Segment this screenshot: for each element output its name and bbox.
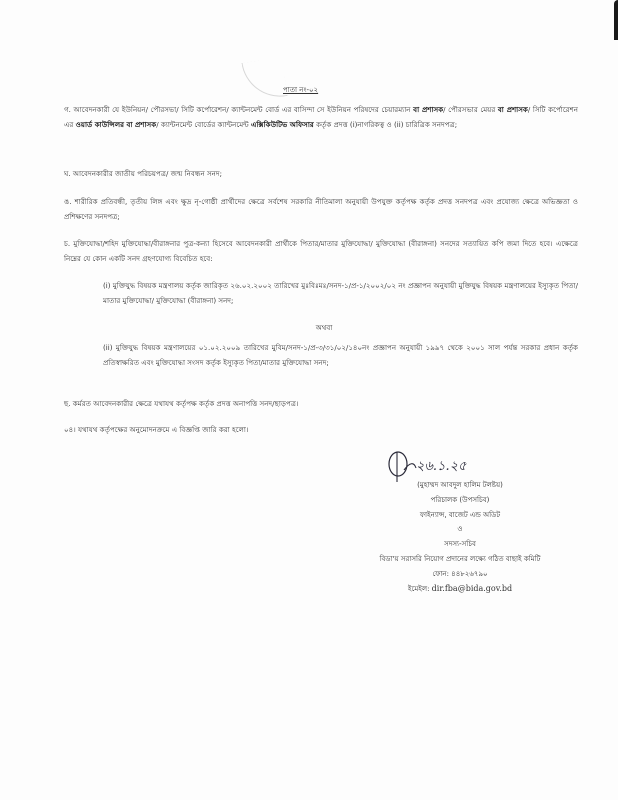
item-ga-bold: এক্সিকিউটিভ অফিসার — [251, 120, 314, 130]
sub-item-ii: (ii) মুক্তিযুদ্ধ বিষয়ক মন্ত্রণালয়ের ০১.০২.২০০৯ তারিখের মুবিম/সনদ-১/প্র-৩/৩১/০২/১৪০নং প্রজ্ঞাপন অনুযায়ী ১৯৯৭ থেকে ২০০১ সাল পর্যন্ত সরকার প্রধান কর্তৃক প্রতিস্বাক্ষরিত এবং মুক্তিযোদ্ধা সংসদ কর্তৃক ইস্যুকৃত পিতা/মাতার মুক্তিযোদ্ধা সনদ; — [103, 343, 578, 368]
signatory-name: (মুহাম্মদ আবদুল হালিম টলষ্টয়) — [417, 481, 503, 489]
item-ga-text: / পৌরসভার মেয়র — [443, 105, 498, 114]
committee-name: বিডা'য় সরাসরি নিয়োগ প্রদানের লক্ষ্যে গঠিত বাছাই কমিটি — [379, 554, 541, 563]
email-line — [360, 582, 560, 597]
page-number: পাতা নং-০২ — [283, 86, 319, 94]
svg-text:২৬.১.২৫: ২৬.১.২৫ — [416, 459, 467, 474]
signatory-role: সদস্য-সচিব — [444, 540, 476, 549]
item-ga-bold: বা প্রশাসক — [497, 105, 528, 114]
item-cha-paragraph: চ. মুক্তিযোদ্ধা/শহিদ মুক্তিযোদ্ধা/বীরাঙ্গনার পুত্র-কন্যা হিসেবে আবেদনকারী প্রার্থীকে পিতার/মাতার মুক্তিযোদ্ধা/ মুক্তিযোদ্ধা (বীরাঙ্গনা) সনদের সত্যায়িত কপি জমা দিতে হবে। এক্ষেত্রে নিম্নের যে কোন একটি সনদ গ্রহণযোগ্য বিবেচিত হবে: — [64, 239, 578, 264]
item-ga-bold: বা প্রশাসক — [413, 105, 444, 114]
item-gha-paragraph: ঘ. আবেদনকারীর জাতীয় পরিচয়পত্র/ জন্ম নিবন্ধন সনদ; — [64, 169, 222, 178]
conjunction-text: ও — [457, 525, 463, 534]
email-label: ইমেইল: — [407, 584, 432, 593]
or-separator: অথবা — [315, 324, 333, 332]
item-ga-text: গ. আবেদনকারী যে ইউনিয়ন/ পৌরসভা/ সিটি কর্পোরেশন/ ক্যান্টনমেন্ট বোর্ড এর বাসিন্দা সে ইউনিয়ন পরিষদের চেয়ারম্যান — [64, 105, 414, 114]
item-ga-paragraph — [64, 102, 578, 132]
item-ga-bold: ওয়ার্ড কাউন্সিলর বা প্রশাসক — [75, 120, 157, 130]
item-chha-paragraph: ছ. কর্মরত আবেদনকারীর ক্ষেত্রে যথাযথ কর্তৃপক্ষ কর্তৃক প্রদত্ত অনাপত্তি সনদ/ছাড়পত্র। — [64, 399, 299, 408]
signatory-designation: পরিচালক (উপসচিব) — [430, 495, 490, 504]
signature-block — [360, 478, 560, 596]
scan-pen-mark — [241, 57, 287, 101]
email-address[interactable]: dir.fba@bida.gov.bd — [431, 583, 513, 593]
scan-edge-mark — [614, 0, 618, 40]
item-ga-text: / ক্যান্টনমেন্ট বোর্ডের ক্যান্টনমেন্ট — [156, 120, 251, 130]
signatory-department: ফাইন্যান্স, বাজেট এন্ড অডিট — [419, 510, 501, 519]
phone-number: ফোন: ৪৪৮২৬৭৯০ — [432, 569, 488, 578]
item-ga-text: / সিটি কর্পোরেশন এর — [64, 105, 579, 130]
sub-item-i: (i) মুক্তিযুদ্ধ বিষয়ক মন্ত্রণালয় কর্তৃক জারিকৃত ২৬.০২.২০০২ তারিখের মুঃবিঃমঃ/সনদ-১/প্র-১/২০০২/০২ নং প্রজ্ঞাপন অনুযায়ী মুক্তিযুদ্ধ বিষয়ক মন্ত্রণালয়ের ইস্যুকৃত পিতা/মাতার মুক্তিযোদ্ধা/ মুক্তিযোদ্ধা (বীরাঙ্গনা) সনদ; — [103, 281, 578, 306]
paragraph-04: ০৪। যথাযথ কর্তৃপক্ষের অনুমোদনক্রমে এ বিজ্ঞপ্তি জারি করা হলো। — [64, 425, 249, 434]
item-ga-text: কর্তৃক প্রদত্ত (i)নাগরিকত্ব ও (ii) চারিত্রিক সনদপত্র; — [313, 120, 458, 130]
item-umo-paragraph: ঙ. শারীরিক প্রতিবন্ধী, তৃতীয় লিঙ্গ এবং ক্ষুদ্র নৃ-গোষ্ঠী প্রার্থীদের ক্ষেত্রে সর্বশেষ সরকারি নীতিমালা অনুযায়ী উপযুক্ত কর্তৃপক্ষ কর্তৃক প্রদত্ত সনদপত্র এবং প্রযোজ্য ক্ষেত্রে অভিজ্ঞতা ও প্রশিক্ষণের সনদপত্র; — [64, 197, 578, 222]
